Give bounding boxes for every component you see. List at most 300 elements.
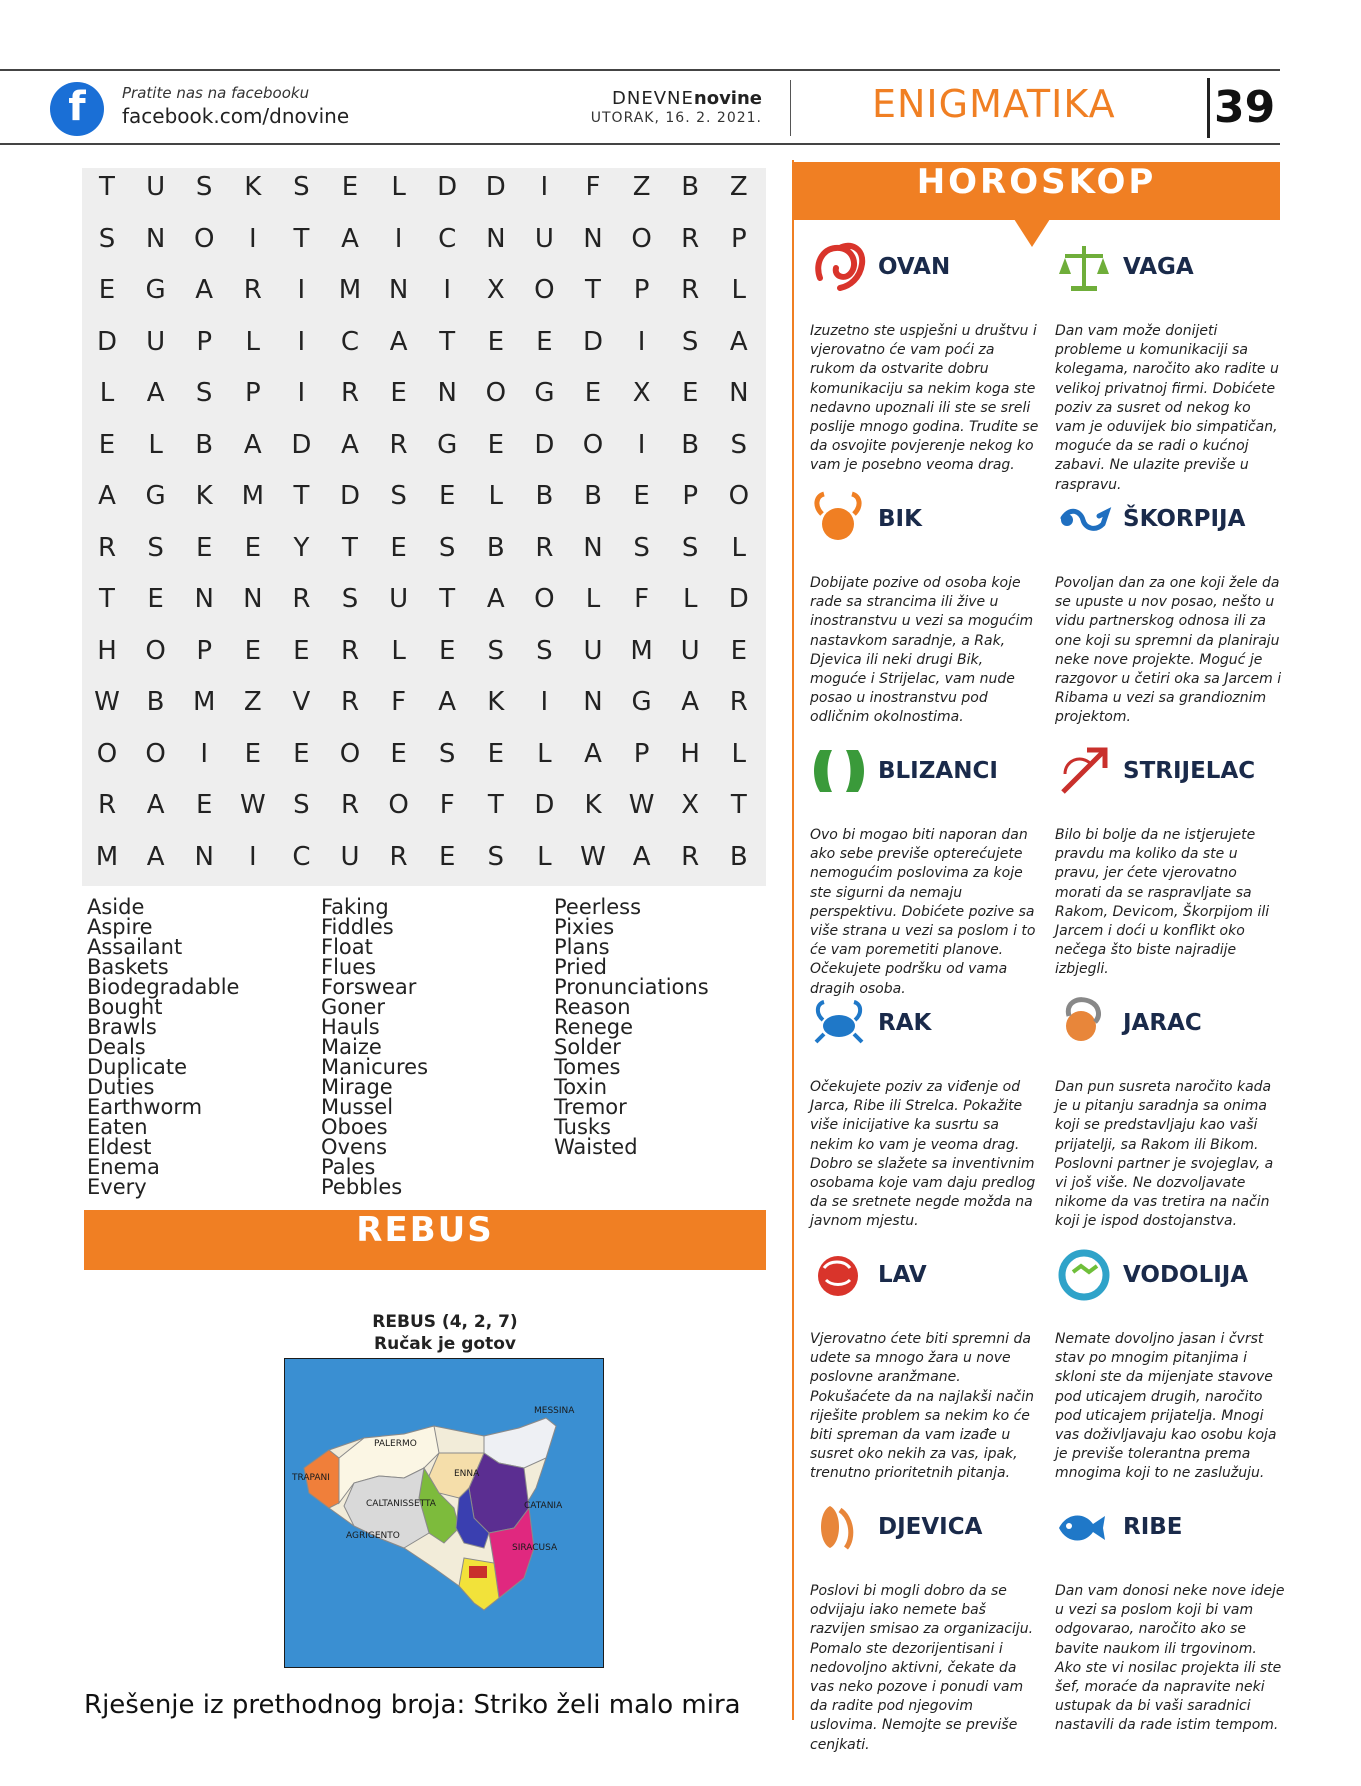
- grid-letter: G: [437, 429, 458, 460]
- sign-name: DJEVICA: [878, 1514, 983, 1540]
- word-list-item: Forswear: [321, 975, 417, 999]
- grid-letter: B: [146, 687, 165, 717]
- facebook-icon[interactable]: f: [50, 82, 104, 136]
- horoscope-heading-bar: [793, 162, 1280, 220]
- grid-letter: P: [196, 326, 213, 357]
- grid-letter: U: [146, 172, 166, 202]
- gemini-icon: [810, 742, 868, 800]
- horoscope-sign-jarac: [1055, 994, 1287, 1234]
- sign-name: ŠKORPIJA: [1123, 506, 1246, 532]
- map-label-messina: MESSINA: [534, 1406, 575, 1416]
- grid-letter: D: [534, 429, 555, 460]
- grid-letter: T: [342, 532, 358, 563]
- grid-letter: W: [628, 790, 655, 820]
- word-list-item: Faking: [321, 895, 389, 919]
- horoscope-sign-ribe: [1055, 1498, 1287, 1738]
- word-list-item: Eaten: [87, 1115, 148, 1139]
- horoscope-sign-bik: [810, 490, 1042, 730]
- grid-letter: L: [585, 584, 601, 614]
- grid-letter: R: [97, 790, 117, 820]
- grid-letter: G: [534, 378, 555, 408]
- horoscope-sign-rak: [810, 994, 1042, 1234]
- grid-letter: M: [241, 481, 265, 511]
- header-divider: [790, 80, 791, 136]
- map-label-siracusa: SIRACUSA: [512, 1543, 558, 1553]
- grid-letter: A: [146, 790, 165, 820]
- sign-text: Bilo bi bolje da ne istjerujete pravdu ma koliko da ste u pravu, jer ćete vjerovatno morati da se raspravljate sa Rakom, Devicom, Škorpijom ili Jarcem i doći u konflikt oko nečega što biste najradije izbjegli.: [1055, 827, 1270, 978]
- grid-letter: L: [99, 378, 115, 408]
- grid-letter: P: [633, 275, 650, 305]
- word-list-item: Aside: [87, 895, 145, 919]
- grid-letter: S: [98, 223, 116, 254]
- grid-letter: H: [680, 738, 700, 769]
- grid-letter: O: [582, 429, 604, 460]
- sign-text: Dobijate pozive od osoba koje rade sa strancima ili žive u inostranstvu u vezi sa mogućim nastavkom saradnje, a Rak, Djevica ili neki drugi Bik, moguće i Strijelac, vam nude posao u inostranstvu pod odličnim okolnostima.: [810, 575, 1034, 726]
- grid-letter: E: [487, 429, 505, 460]
- grid-letter: L: [731, 738, 747, 769]
- grid-letter: E: [147, 584, 164, 614]
- grid-letter: I: [297, 275, 306, 305]
- sign-text: Poslovi bi mogli dobro da se odvijaju iako nemete baš razvijen smisao za organizaciju. Pomalo ste dezorijentisani i nedovoljno aktivni, čekate da vas neko pozove i ponudi vam da radite pod njegovim uslovima. Nemojte se previše cenjkati.: [810, 1583, 1034, 1753]
- map-label-enna: ENNA: [454, 1469, 480, 1479]
- horoscope-sign-strijelac: [1055, 742, 1287, 982]
- rebus-title-block: [300, 1311, 590, 1355]
- grid-letter: S: [536, 635, 553, 666]
- grid-letter: E: [293, 738, 310, 769]
- grid-letter: S: [681, 532, 699, 563]
- grid-letter: E: [390, 532, 407, 563]
- grid-letter: Z: [729, 172, 748, 202]
- word-list-item: Pales: [321, 1155, 376, 1179]
- grid-letter: L: [391, 172, 406, 202]
- grid-letter: E: [98, 275, 116, 305]
- grid-letter: A: [341, 223, 359, 254]
- grid-letter: U: [389, 584, 409, 614]
- grid-letter: A: [729, 326, 748, 357]
- grid-letter: F: [391, 687, 407, 717]
- word-list-item: Peerless: [554, 895, 642, 919]
- grid-letter: E: [487, 326, 505, 357]
- map-label-catania: CATANIA: [524, 1501, 563, 1511]
- grid-letter: Z: [243, 687, 262, 717]
- sign-name: OVAN: [878, 254, 951, 280]
- grid-letter: B: [681, 172, 700, 202]
- grid-letter: K: [584, 790, 602, 820]
- grid-letter: I: [637, 326, 646, 357]
- sign-text: Očekujete poziv za viđenje od Jarca, Ribe ili Strelca. Pokažite više inicijative ka susrtu sa nekim ko vam je veoma drag. Dobro se slažete sa inventivnim osobama koje vam daju predlog da se sretnete negde možda na javnom mjestu.: [810, 1079, 1036, 1230]
- grid-letter: L: [731, 532, 747, 563]
- grid-letter: K: [487, 687, 505, 717]
- grid-letter: R: [681, 223, 700, 254]
- scorpio-icon: [1055, 490, 1113, 548]
- grid-letter: O: [388, 790, 409, 820]
- grid-letter: L: [391, 635, 406, 666]
- grid-letter: R: [340, 635, 360, 666]
- word-list-item: Waisted: [554, 1135, 638, 1159]
- grid-letter: N: [194, 584, 214, 614]
- virgo-icon: [810, 1498, 868, 1556]
- grid-letter: B: [584, 481, 602, 511]
- grid-letter: A: [681, 687, 700, 717]
- grid-letter: A: [146, 378, 165, 408]
- grid-letter: R: [340, 378, 360, 408]
- sign-name: STRIJELAC: [1123, 758, 1256, 784]
- grid-letter: I: [540, 687, 549, 717]
- grid-letter: R: [389, 429, 408, 460]
- grid-letter: I: [637, 429, 646, 460]
- word-list-item: Duplicate: [87, 1055, 188, 1079]
- grid-letter: S: [681, 326, 699, 357]
- word-list-item: Pixies: [554, 915, 615, 939]
- grid-letter: R: [729, 687, 748, 717]
- grid-letter: D: [339, 481, 361, 511]
- grid-letter: H: [97, 635, 117, 666]
- grid-letter: O: [631, 223, 652, 254]
- word-list-item: Renege: [554, 1015, 634, 1039]
- word-list-column-1: [87, 897, 239, 1197]
- map-label-trapani: TRAPANI: [292, 1473, 330, 1483]
- grid-letter: A: [98, 481, 116, 511]
- newspaper-brand: DNEVNEnovine: [612, 88, 762, 109]
- grid-letter: P: [196, 635, 213, 666]
- word-list-item: Reason: [554, 995, 631, 1019]
- issue-date: UTORAK, 16. 2. 2021.: [590, 110, 762, 126]
- grid-letter: I: [200, 738, 209, 769]
- word-list-column-2: [321, 897, 428, 1197]
- grid-letter: X: [681, 790, 700, 820]
- word-list-item: Pronunciations: [554, 975, 709, 999]
- grid-letter: B: [681, 429, 700, 460]
- grid-letter: A: [632, 841, 651, 872]
- grid-letter: E: [438, 481, 456, 511]
- taurus-icon: [810, 490, 868, 548]
- grid-letter: U: [583, 635, 603, 666]
- word-list-item: Float: [321, 935, 373, 959]
- grid-letter: L: [537, 841, 552, 872]
- grid-letter: O: [339, 738, 361, 769]
- grid-letter: W: [94, 687, 120, 717]
- grid-letter: R: [292, 584, 311, 614]
- word-list-item: Toxin: [554, 1075, 608, 1099]
- grid-letter: T: [487, 790, 504, 820]
- grid-letter: F: [634, 584, 650, 614]
- grid-letter: A: [195, 275, 214, 305]
- grid-letter: U: [534, 223, 554, 254]
- grid-letter: N: [243, 584, 263, 614]
- grid-letter: L: [682, 584, 698, 614]
- word-list-item: Manicures: [321, 1055, 429, 1079]
- grid-letter: R: [389, 841, 408, 872]
- word-list-item: Every: [87, 1175, 147, 1199]
- horoscope-sign-lav: [810, 1246, 1042, 1486]
- pisces-icon: [1055, 1498, 1113, 1556]
- word-list-item: Deals: [87, 1035, 146, 1059]
- section-title: ENIGMATIKA: [872, 82, 1116, 126]
- grid-letter: B: [195, 429, 214, 460]
- grid-letter: M: [630, 635, 653, 666]
- wordsearch-grid: [82, 168, 766, 886]
- sign-name: VODOLIJA: [1123, 1262, 1249, 1288]
- horoscope-heading: HOROSKOP: [916, 162, 1157, 202]
- page-number: 39: [1214, 82, 1276, 133]
- grid-letter: S: [487, 635, 505, 666]
- horoscope-sign-skorpija: [1055, 490, 1287, 730]
- grid-letter: B: [535, 481, 554, 511]
- sign-text: Dan vam može donijeti probleme u komunikaciji sa kolegama, naročito ako radite u velikoj privatnoj firmi. Dobićete poziv za susret od nekog ko vam je oduvijek bio simpatičan, moguće da se radi o kućnoj zabavi. Ne ulazite previše u raspravu.: [1055, 323, 1279, 493]
- grid-letter: E: [536, 326, 553, 357]
- word-list-item: Plans: [554, 935, 610, 959]
- horoscope-sign-vodolija: [1055, 1246, 1287, 1486]
- grid-letter: R: [681, 841, 700, 872]
- grid-letter: W: [239, 790, 266, 820]
- grid-letter: G: [145, 275, 166, 305]
- grid-letter: C: [438, 223, 457, 254]
- grid-letter: I: [443, 275, 452, 305]
- sign-text: Ovo bi mogao biti naporan dan ako sebe previše opterećujete nemogućim poslovima za koje ste sigurni da nemaju perspektivu. Dobićete pozive sa više strana u vezi sa poslom i to će vam poremetiti planove. Očekujete podršku od vama dragih osoba.: [810, 827, 1036, 997]
- grid-letter: L: [245, 326, 261, 357]
- libra-icon: [1055, 238, 1113, 296]
- horoscope-sign-ovan: [810, 238, 1042, 478]
- facebook-follow-text: Pratite nas na facebooku: [122, 84, 310, 102]
- grid-letter: E: [633, 481, 650, 511]
- grid-letter: D: [534, 790, 555, 820]
- grid-letter: S: [195, 378, 213, 408]
- sign-name: JARAC: [1123, 1010, 1202, 1036]
- word-list-item: Tusks: [554, 1115, 611, 1139]
- grid-letter: K: [195, 481, 213, 511]
- grid-letter: O: [96, 738, 118, 769]
- word-list-item: Tremor: [554, 1095, 627, 1119]
- grid-letter: T: [99, 172, 115, 202]
- grid-letter: O: [728, 481, 750, 511]
- grid-letter: E: [98, 429, 116, 460]
- grid-letter: G: [631, 687, 652, 717]
- grid-letter: X: [486, 275, 505, 305]
- grid-letter: P: [633, 738, 650, 769]
- sign-name: RIBE: [1123, 1514, 1183, 1540]
- grid-letter: I: [540, 172, 549, 202]
- aquarius-icon: [1055, 1246, 1113, 1304]
- sign-name: RAK: [878, 1010, 932, 1036]
- grid-letter: T: [293, 481, 310, 511]
- grid-letter: N: [145, 223, 166, 254]
- grid-letter: S: [293, 790, 310, 820]
- word-list-item: Pebbles: [321, 1175, 403, 1199]
- grid-letter: S: [438, 738, 456, 769]
- grid-letter: P: [244, 378, 261, 408]
- sign-text: Nemate dovoljno jasan i čvrst stav po mnogim pitanjima i skloni ste da mijenjate stavove pod uticajem drugih, naročito pod uticajem prijatelja. Mnogi vas doživljavaju kao osobu koja je previše tolerantna prema mnogima koji to ne zaslužuju.: [1055, 1331, 1277, 1482]
- grid-letter: E: [438, 841, 456, 872]
- grid-letter: S: [438, 532, 456, 563]
- grid-letter: E: [244, 635, 262, 666]
- grid-letter: E: [293, 635, 310, 666]
- grid-letter: L: [731, 275, 747, 305]
- grid-letter: N: [486, 223, 506, 254]
- grid-letter: N: [437, 378, 457, 408]
- grid-letter: A: [389, 326, 408, 357]
- grid-letter: N: [194, 841, 214, 872]
- grid-letter: S: [293, 172, 310, 202]
- sagittarius-icon: [1055, 742, 1113, 800]
- grid-letter: N: [583, 532, 603, 563]
- cancer-icon: [810, 994, 868, 1052]
- grid-letter: A: [146, 841, 165, 872]
- grid-letter: F: [439, 790, 455, 820]
- grid-letter: D: [96, 326, 118, 357]
- grid-letter: R: [535, 532, 554, 563]
- grid-letter: S: [633, 532, 650, 563]
- grid-letter: D: [437, 172, 458, 202]
- page-number-divider: [1207, 78, 1210, 138]
- grid-letter: E: [195, 790, 213, 820]
- grid-letter: Z: [632, 172, 651, 202]
- word-list-item: Aspire: [87, 915, 153, 939]
- grid-letter: E: [390, 378, 407, 408]
- grid-letter: D: [728, 584, 749, 614]
- grid-letter: E: [341, 172, 359, 202]
- grid-letter: R: [97, 532, 117, 563]
- word-list-item: Eldest: [87, 1135, 152, 1159]
- word-list-item: Enema: [87, 1155, 160, 1179]
- grid-letter: E: [681, 378, 699, 408]
- word-list-item: Brawls: [87, 1015, 157, 1039]
- header-bottom-rule: [0, 143, 1280, 145]
- grid-letter: R: [243, 275, 262, 305]
- grid-letter: E: [487, 738, 505, 769]
- grid-letter: S: [147, 532, 164, 563]
- map-label-agrigento: AGRIGENTO: [346, 1531, 400, 1541]
- grid-letter: W: [580, 841, 606, 872]
- leo-icon: [810, 1246, 868, 1304]
- grid-letter: S: [195, 172, 213, 202]
- grid-letter: E: [244, 738, 262, 769]
- grid-letter: N: [583, 223, 603, 254]
- sign-text: Izuzetno ste uspješni u društvu i vjerovatno će vam poći za rukom da ostvarite dobru komunikaciju sa nekim koga ste nedavno upoznali ili ste se sreli poslije mnogo godina. Trudite se da osvojite povjerenje nekog ko vam je posebno veoma drag.: [810, 323, 1039, 474]
- grid-letter: O: [534, 584, 555, 614]
- grid-letter: E: [584, 378, 602, 408]
- grid-letter: A: [438, 687, 457, 717]
- grid-letter: E: [438, 635, 456, 666]
- grid-letter: M: [192, 687, 216, 717]
- grid-letter: I: [297, 326, 306, 357]
- word-list-item: Flues: [321, 955, 377, 979]
- capricorn-icon: [1055, 994, 1113, 1052]
- rebus-heading: REBUS: [356, 1210, 494, 1250]
- facebook-url[interactable]: facebook.com/dnovine: [122, 104, 350, 128]
- grid-letter: X: [632, 378, 651, 408]
- grid-letter: B: [486, 532, 505, 563]
- grid-letter: L: [537, 738, 552, 769]
- grid-letter: E: [244, 532, 262, 563]
- grid-letter: S: [487, 841, 505, 872]
- grid-letter: N: [583, 687, 603, 717]
- grid-letter: T: [293, 223, 310, 254]
- grid-letter: T: [730, 790, 747, 820]
- word-list-item: Fiddles: [321, 915, 394, 939]
- word-list-item: Bought: [87, 995, 163, 1019]
- sign-text: Povoljan dan za one koji žele da se upuste u nov posao, nešto u vidu partnerskog odnosa ili za one koji su spremni da planiraju neke nove projekte. Moguć je razgovor u četiri oka sa Jarcem i Ribama u vezi sa grandioznim projektom.: [1055, 575, 1282, 726]
- word-list-item: Solder: [554, 1035, 621, 1059]
- word-list-column-3: [554, 897, 709, 1157]
- word-list-item: Mussel: [321, 1095, 394, 1119]
- grid-letter: T: [439, 584, 456, 614]
- grid-letter: P: [730, 223, 747, 254]
- word-list-item: Mirage: [321, 1075, 393, 1099]
- word-list-item: Maize: [321, 1035, 382, 1059]
- sign-text: Vjerovatno ćete biti spremni da udete sa mnogo žara u nove poslovne aranžmane. Pokušaćete da na najlakši način riješite problem sa nekim ko će biti spreman da vam izađe u susret oko nekih za vas, ipak, trenutno prioritetnih pitanja.: [810, 1331, 1035, 1482]
- grid-letter: I: [248, 223, 257, 254]
- grid-letter: S: [341, 584, 359, 614]
- grid-letter: T: [439, 326, 456, 357]
- grid-letter: O: [145, 635, 166, 666]
- sicily-map-image: [284, 1358, 604, 1668]
- aries-icon: [810, 238, 868, 296]
- grid-letter: L: [488, 481, 504, 511]
- grid-letter: R: [340, 687, 360, 717]
- word-list-item: Earthworm: [87, 1095, 203, 1119]
- sign-text: Dan vam donosi neke nove ideje u vezi sa poslom koji bi vam odgovarao, naročito ako se bavite naukom ili trgovinom. Ako ste vi nosilac projekta ili ste šef, morаće da napravite neki ustupak da bi vaši saradnici nastavili da rade istim tempom.: [1055, 1583, 1285, 1734]
- grid-letter: O: [485, 378, 507, 408]
- grid-letter: M: [95, 841, 119, 872]
- horoscope-column-rule: [792, 160, 794, 1720]
- grid-letter: O: [193, 223, 215, 254]
- grid-letter: N: [388, 275, 409, 305]
- grid-letter: U: [680, 635, 700, 666]
- grid-letter: C: [340, 326, 360, 357]
- word-list-item: Biodegradable: [87, 975, 240, 999]
- grid-letter: U: [340, 841, 360, 872]
- grid-letter: T: [585, 275, 601, 305]
- map-label-palermo: PALERMO: [374, 1439, 417, 1449]
- grid-letter: L: [148, 429, 163, 460]
- grid-letter: A: [584, 738, 602, 769]
- sign-name: BIK: [878, 506, 922, 532]
- rebus-subtitle: Ručak je gotov: [374, 1334, 516, 1354]
- grid-letter: V: [292, 687, 311, 717]
- grid-letter: Y: [293, 532, 310, 563]
- header-top-rule: [0, 69, 1280, 71]
- word-list-item: Tomes: [554, 1055, 621, 1079]
- sign-name: BLIZANCI: [878, 758, 998, 784]
- grid-letter: I: [394, 223, 403, 254]
- grid-letter: N: [729, 378, 749, 408]
- rebus-title: REBUS (4, 2, 7): [372, 1312, 518, 1332]
- grid-letter: R: [681, 275, 700, 305]
- rebus-heading-bar: [84, 1210, 766, 1270]
- word-list-item: Duties: [87, 1075, 155, 1099]
- grid-letter: F: [585, 172, 601, 202]
- grid-letter: S: [390, 481, 407, 511]
- grid-letter: G: [145, 481, 166, 511]
- grid-letter: U: [146, 326, 166, 357]
- sign-name: LAV: [878, 1262, 927, 1288]
- grid-letter: I: [297, 378, 306, 408]
- word-list-item: Oboes: [321, 1115, 388, 1139]
- grid-letter: O: [534, 275, 555, 305]
- grid-letter: D: [291, 429, 312, 460]
- horoscope-sign-djevica: [810, 1498, 1042, 1753]
- grid-letter: P: [682, 481, 699, 511]
- grid-letter: E: [195, 532, 213, 563]
- grid-letter: S: [730, 429, 748, 460]
- grid-letter: E: [730, 635, 748, 666]
- grid-letter: C: [292, 841, 311, 872]
- grid-letter: E: [390, 738, 407, 769]
- sign-text: Dan pun susreta naročito kada je u pitanju saradnja sa onima koji se predstavljaju kao vaši prijatelji, sa Rakom ili Bikom. Poslovni partner je svojeglav, a vi još više. Ne dozvoljavate nikome da vas tretira na način koji je ispod dostojanstva.: [1055, 1079, 1274, 1230]
- grid-letter: A: [341, 429, 359, 460]
- grid-letter: B: [729, 841, 748, 872]
- sign-name: VAGA: [1123, 254, 1194, 280]
